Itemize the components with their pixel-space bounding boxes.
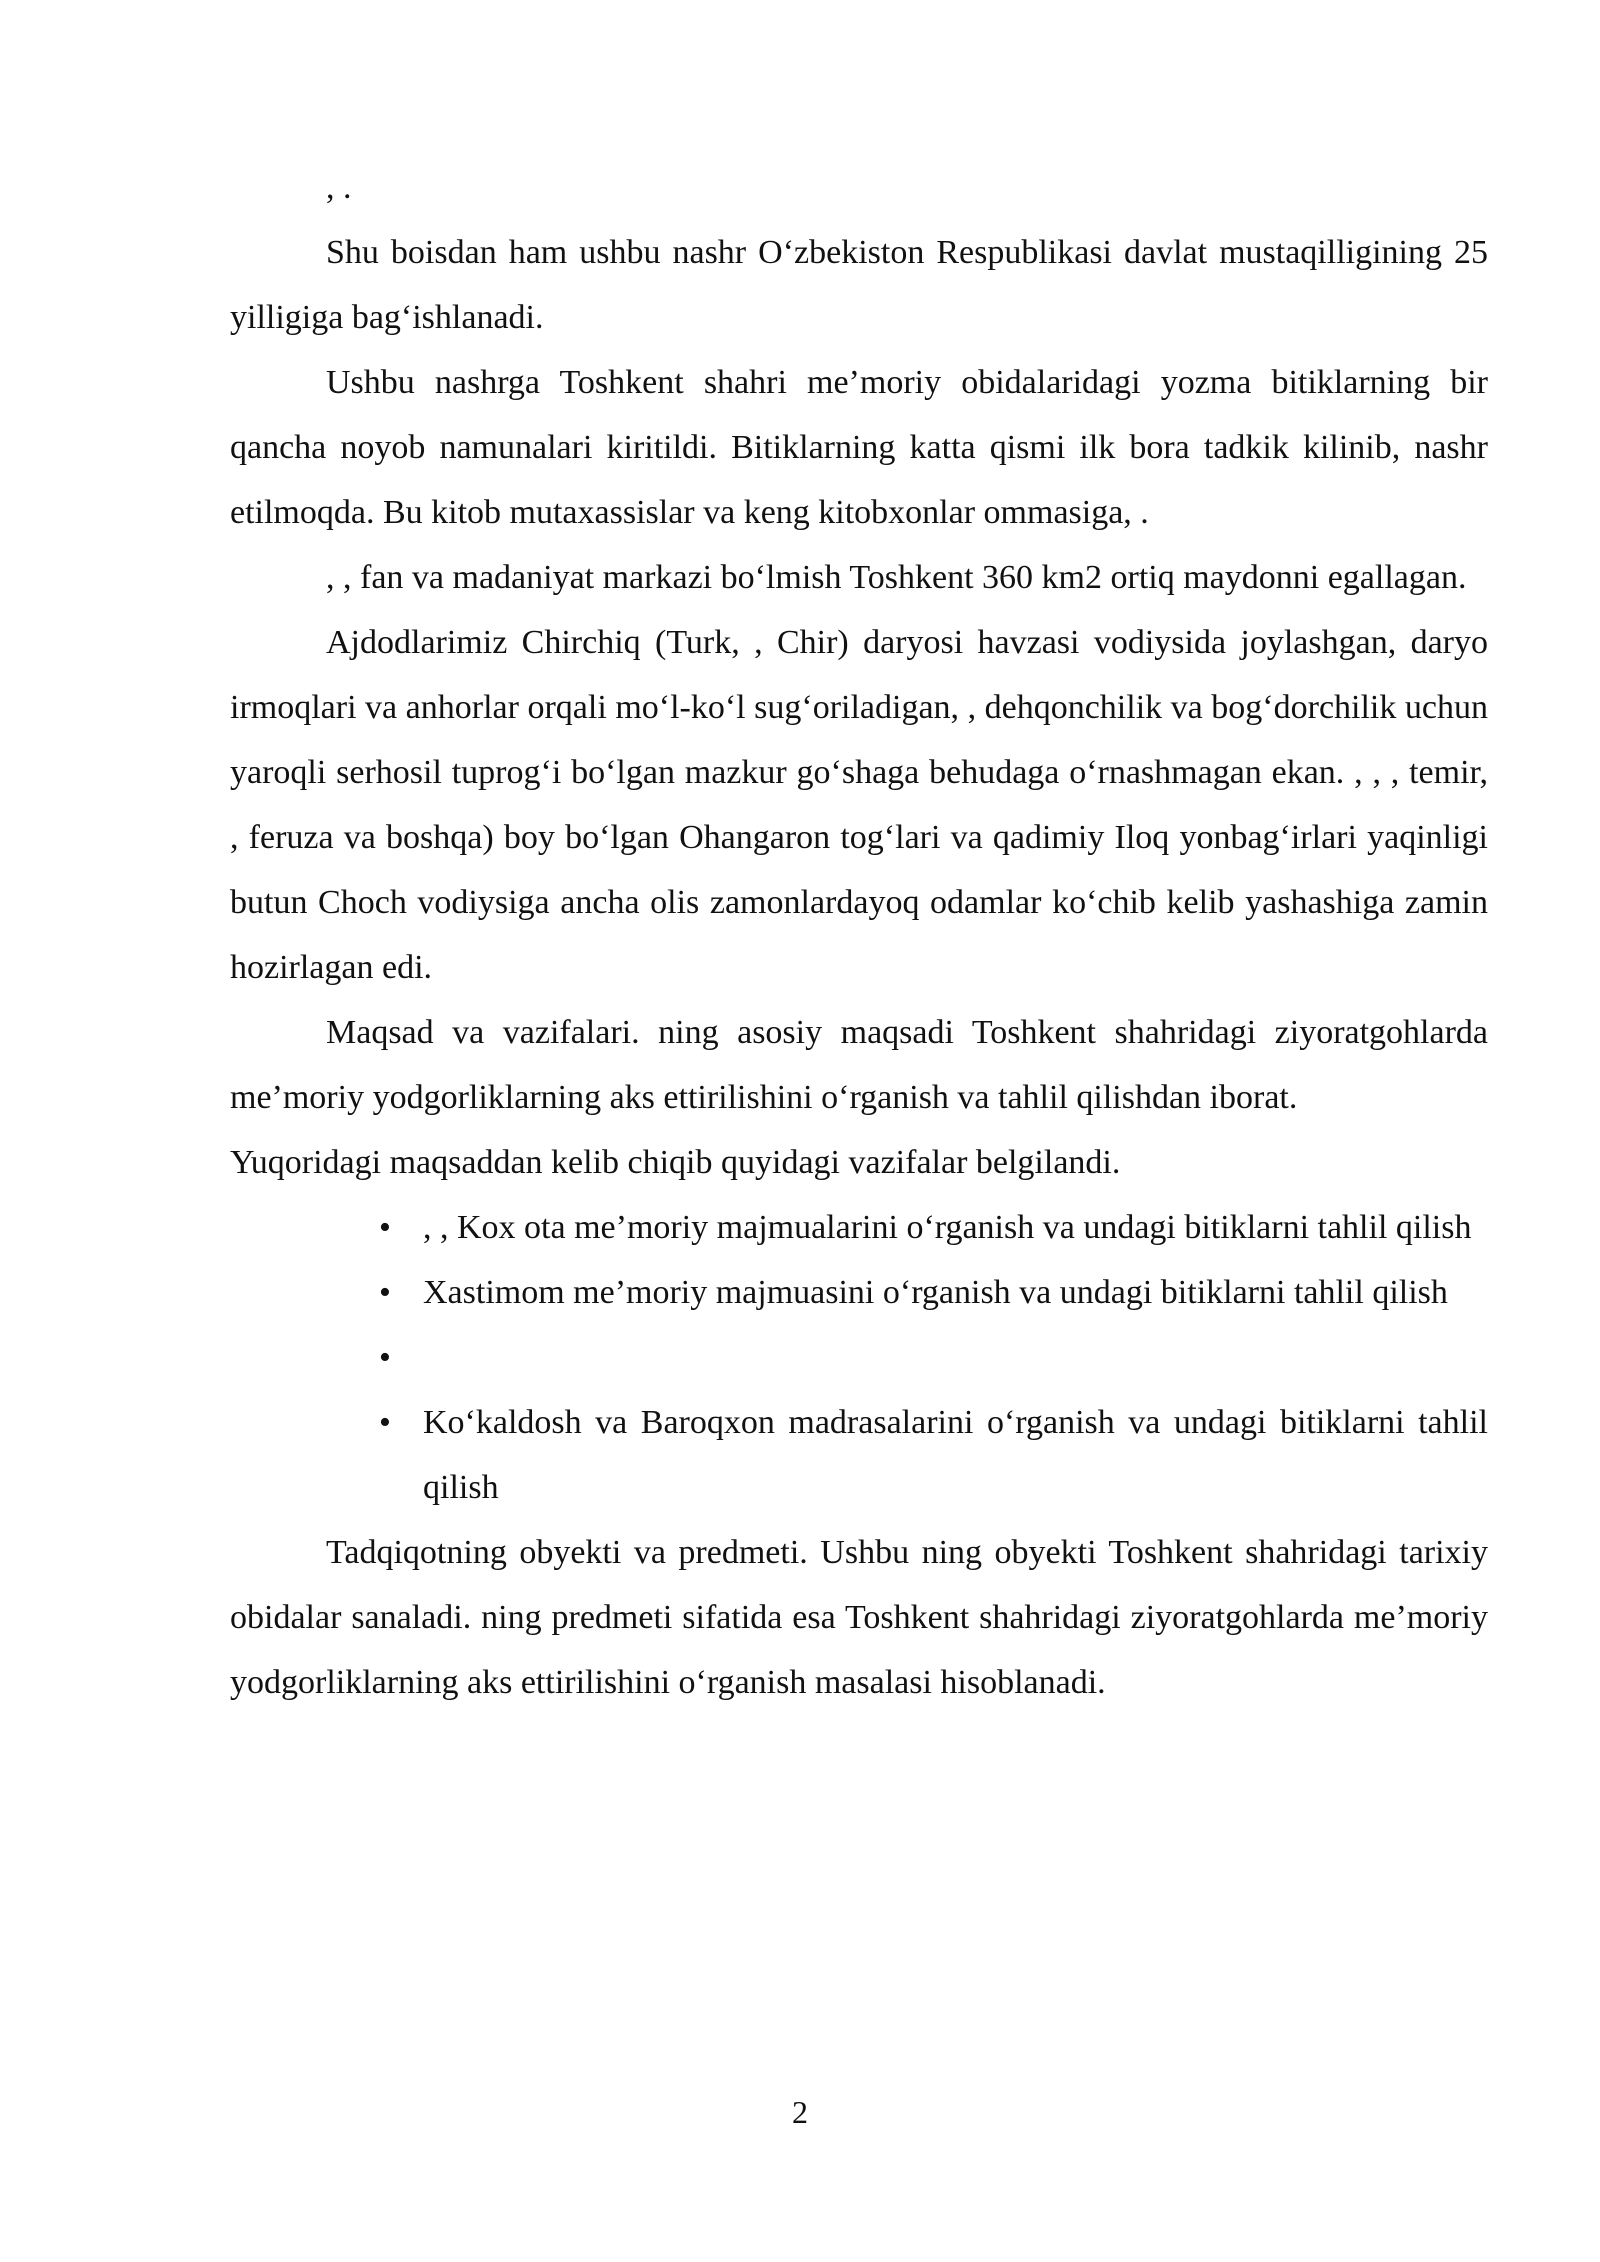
paragraph-goals: Maqsad va vazifalari. ning asosiy maqsadi Toshkent shahridagi ziyoratgohlarda me’moriy yodgorliklarning aks ettirilishini o‘rganish va tahlil qilishdan iborat.	[230, 1014, 1488, 1116]
list-item-text: Ko‘kaldosh va Baroqxon madrasalarini o‘rganish va undagi bitiklarni tahlil qilish	[423, 1404, 1488, 1506]
bullet-icon: •	[379, 1339, 391, 1376]
list-item	[379, 1325, 1488, 1390]
task-list	[230, 1195, 1488, 1520]
paragraph-dedication: Shu boisdan ham ushbu nashr O‘zbekiston Respublikasi davlat mustaqilligining 25 yilligiga bag‘ishlanadi.	[230, 234, 1488, 336]
paragraph-ancestors: Ajdodlarimiz Chirchiq (Turk, , Chir) daryosi havzasi vodiysida joylashgan, daryo irmoqlari va anhorlar orqali mo‘l-ko‘l sug‘oriladigan, , dehqonchilik va bog‘dorchilik uchun yaroqli serhosil tuprog‘i bo‘lgan mazkur go‘shaga behudaga o‘rnashmagan ekan. , , , temir, , feruza va boshqa) boy bo‘lgan Ohangaron tog‘lari va qadimiy Iloq yonbag‘irlari yaqinligi butun Choch vodiysiga ancha olis zamonlardayoq odamlar ko‘chib kelib yashashiga zamin hozirlagan edi.	[230, 624, 1488, 986]
list-item-text: Xastimom me’moriy majmuasini o‘rganish va undagi bitiklarni tahlil qilish	[423, 1274, 1448, 1311]
paragraph-publication-contents: Ushbu nashrga Toshkent shahri me’moriy obidalaridagi yozma bitiklarning bir qancha noyob namunalari kiritildi. Bitiklarning katta qismi ilk bora tadkik kilinib, nashr etilmoqda. Bu kitob mutaxassislar va keng kitobxonlar ommasiga, .	[230, 364, 1488, 531]
bullet-icon: •	[379, 1274, 391, 1311]
list-item	[379, 1260, 1488, 1325]
document-body	[230, 155, 1488, 1715]
paragraph-fragment: , .	[326, 169, 352, 206]
list-intro: Yuqoridagi maqsaddan kelib chiqib quyidagi vazifalar belgilandi.	[230, 1144, 1121, 1181]
list-item	[379, 1195, 1488, 1260]
list-item-text: , , Kox ota me’moriy majmualarini o‘rganish va undagi bitiklarni tahlil qilish	[423, 1209, 1472, 1246]
paragraph-tashkent-area: , , fan va madaniyat markazi bo‘lmish Toshkent 360 km2 ortiq maydonni egallagan.	[326, 559, 1467, 596]
bullet-icon: •	[379, 1404, 391, 1441]
bullet-icon: •	[379, 1209, 391, 1246]
page-number: 2	[792, 2094, 808, 2130]
paragraph-object-subject: Tadqiqotning obyekti va predmeti. Ushbu ning obyekti Toshkent shahridagi tarixiy obidalar sanaladi. ning predmeti sifatida esa Toshkent shahridagi ziyoratgohlarda me’moriy yodgorliklarning aks ettirilishini o‘rganish masalasi hisoblanadi.	[230, 1534, 1488, 1701]
list-item	[379, 1390, 1488, 1520]
